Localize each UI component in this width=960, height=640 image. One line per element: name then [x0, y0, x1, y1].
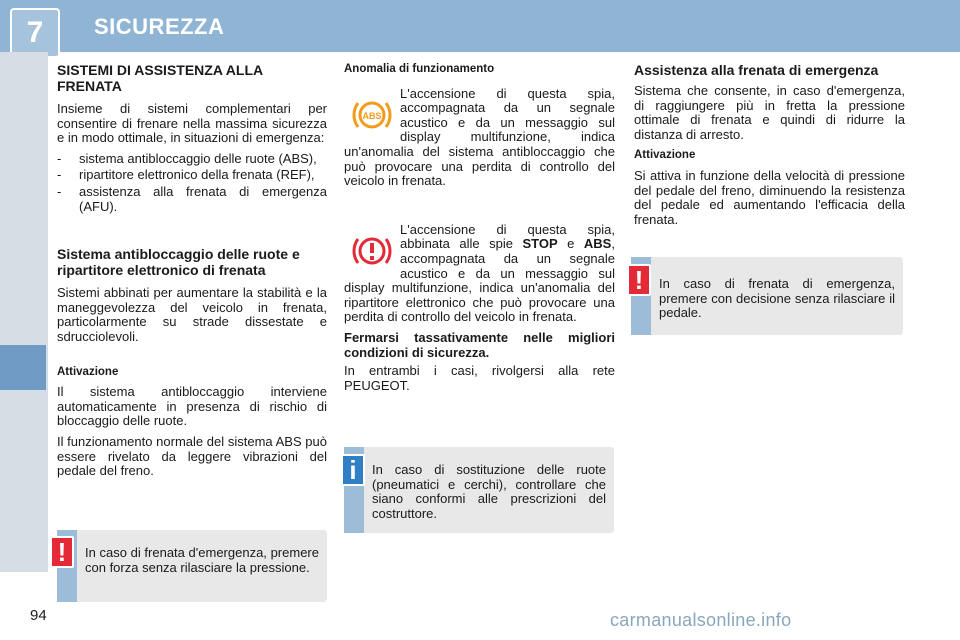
- systems-list: [57, 152, 327, 214]
- abs-warning-lamp-icon: [344, 91, 400, 139]
- paragraph: Il funzionamento normale del sistema ABS può essere rivelato da leggere vibrazioni del pedale del freno.: [57, 433, 327, 479]
- side-strip: [0, 52, 48, 572]
- bold-paragraph: Fermarsi tassativamente nelle migliori condizioni di sicurezza.: [344, 329, 615, 360]
- list-item: - ripartitore elettronico della frenata (REF),: [57, 168, 327, 183]
- warning-icon: !: [627, 264, 651, 296]
- notice-text: In caso di frenata di emergenza, premere con decisione senza rilasciare il pedale.: [659, 276, 895, 321]
- column-left: [57, 62, 327, 485]
- notice-text: In caso di frenata d'emergenza, premere con forza senza rilasciare la pressione.: [85, 545, 319, 575]
- warning-icon: !: [50, 536, 74, 568]
- subheading: Attivazione: [57, 365, 119, 378]
- warning-notice-left: [57, 530, 327, 602]
- watermark: carmanualsonline.info: [610, 610, 792, 630]
- subheading: Anomalia di funzionamento: [344, 63, 495, 75]
- brake-warning-lamp-icon: [344, 227, 400, 275]
- paragraph: L'accensione di questa spia, accompagnata da un segnale acustico e da un messaggio sul display multifunzione, indica un'anomalia del sistema antibloccaggio che può provocare una perdita di controllo del veicolo in frenata.: [344, 85, 615, 189]
- chapter-number-tab: 7: [10, 8, 60, 58]
- paragraph: Il sistema antibloccaggio interviene automaticamente in presenza di rischio di bloccaggio delle ruote.: [57, 384, 327, 429]
- paragraph: In entrambi i casi, rivolgersi alla rete PEUGEOT.: [344, 363, 615, 393]
- side-chapter-marker: [0, 345, 46, 390]
- list-item: - sistema antibloccaggio delle ruote (ABS),: [57, 152, 327, 167]
- section-heading: Assistenza alla frenata di emergenza: [634, 62, 879, 78]
- section-heading: SISTEMI DI ASSISTENZA ALLA FRENATA: [57, 62, 263, 94]
- paragraph: Si attiva in funzione della velocità di pressione del pedale del freno, diminuendo la resistenza del pedale ed aumentando l'efficacia della frenata.: [634, 167, 905, 227]
- info-icon: i: [341, 454, 365, 486]
- brake-lamp-block: [344, 223, 615, 325]
- paragraph: Sistemi abbinati per aumentare la stabilità e la maneggevolezza del veicolo in frenata, particolarmente su strade dissestate e sdrucciolevoli.: [57, 285, 327, 344]
- warning-notice-right: [631, 257, 903, 335]
- notice-text: In caso di sostituzione delle ruote (pneumatici e cerchi), controllare che siano conformi alle prescrizioni del costruttore.: [372, 462, 606, 521]
- intro-paragraph: Insieme di sistemi complementari per consentire di frenare nella massima sicurezza e in modo ottimale, in situazioni di emergenza:: [57, 101, 327, 146]
- abs-lamp-block: [344, 87, 615, 189]
- page-title: SICUREZZA: [94, 14, 225, 39]
- page-number: 94: [30, 607, 47, 624]
- section-heading: Sistema antibloccaggio delle ruote e ripartitore elettronico di frenata: [57, 246, 300, 279]
- column-middle: [344, 62, 615, 399]
- paragraph: Sistema che consente, in caso d'emergenza, di raggiungere più in fretta la pressione ottimale di frenata e quindi di ridurre la distanza di arresto.: [634, 83, 905, 142]
- subheading: Attivazione: [634, 149, 696, 162]
- info-notice-middle: [344, 447, 614, 533]
- abs-icon-text: ABS: [362, 110, 382, 121]
- paragraph: L'accensione di questa spia, abbinata alle spie STOP e ABS, accompagnata da un segnale acustico e da un messaggio sul display multifunzione, indica un'anomalia del ripartitore elettronico che può provocare una perdita di controllo del veicolo in frenata.: [344, 221, 615, 325]
- column-right: [634, 62, 905, 233]
- list-item: - assistenza alla frenata di emergenza (AFU).: [57, 185, 327, 214]
